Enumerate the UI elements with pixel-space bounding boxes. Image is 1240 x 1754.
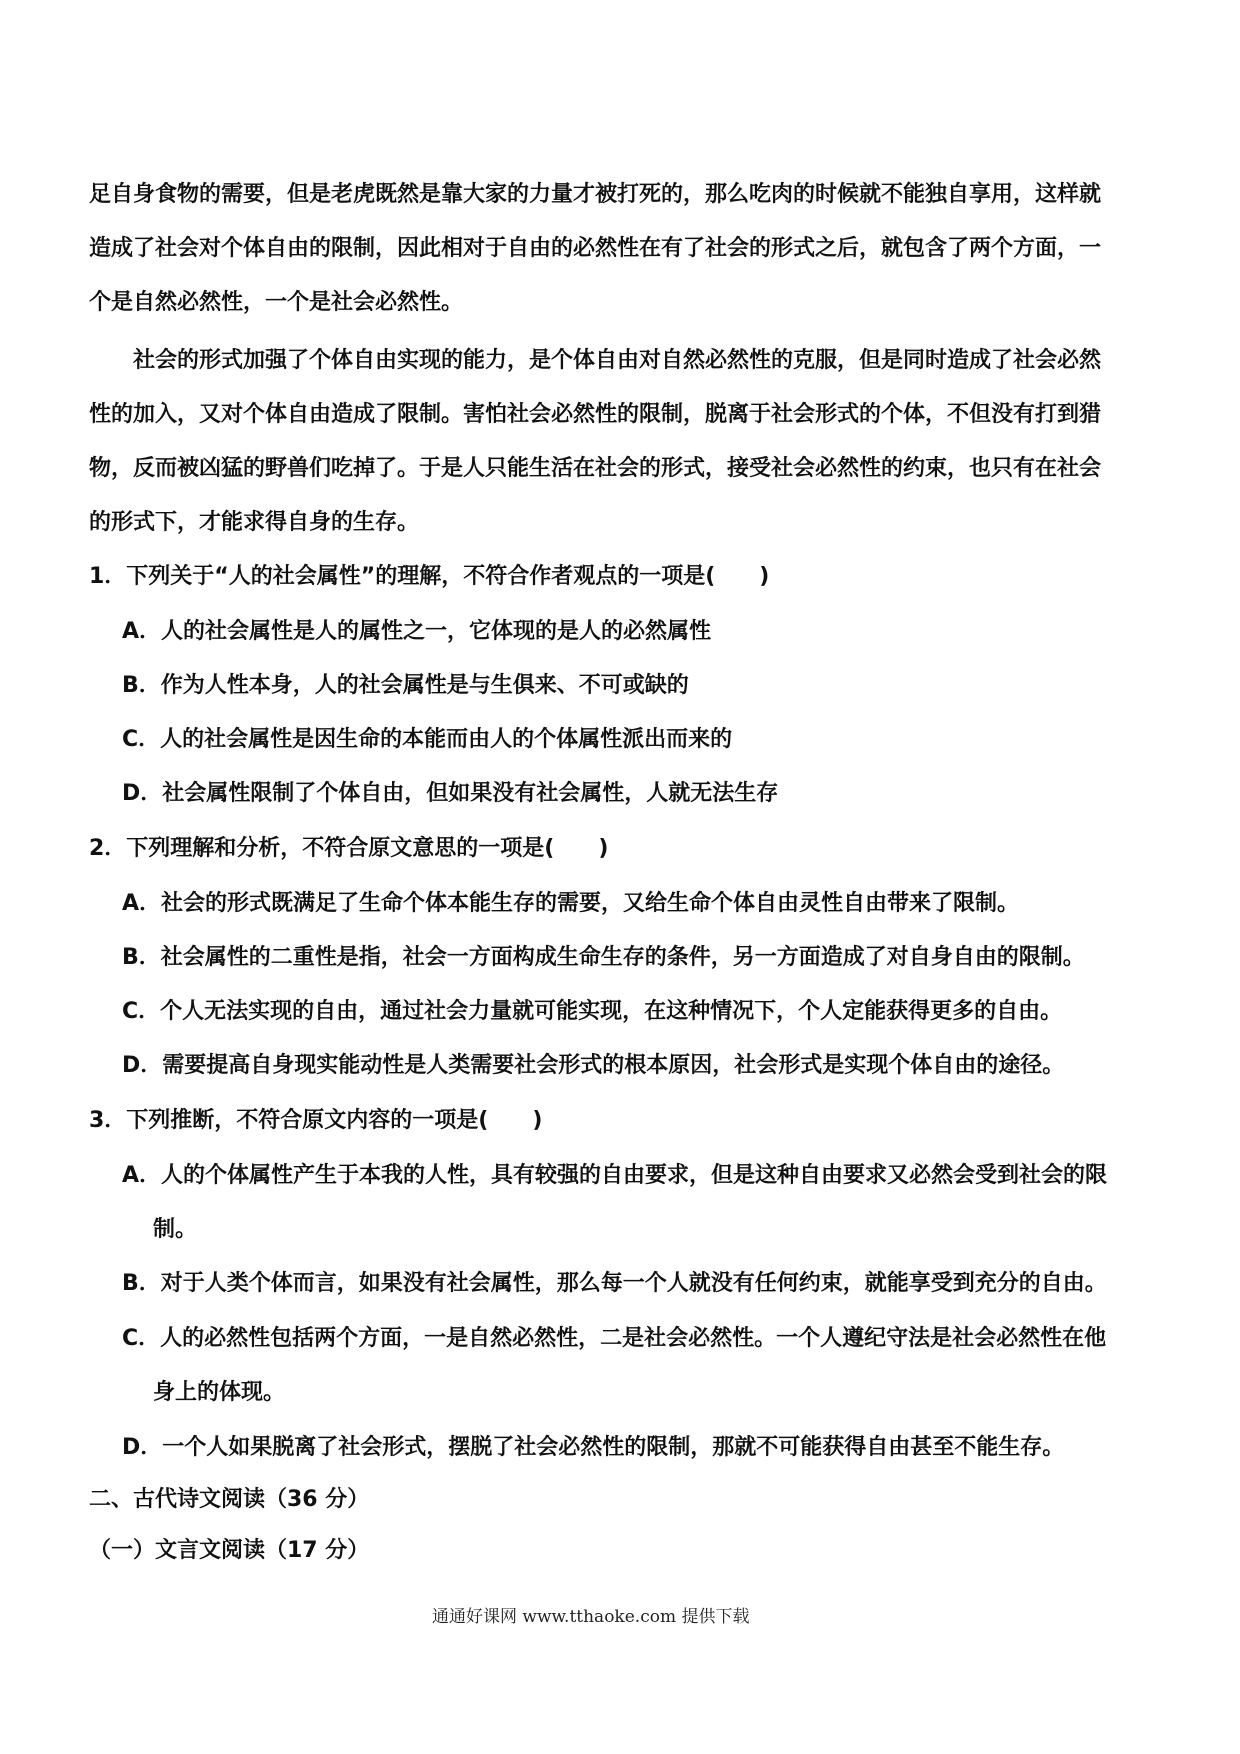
q2-option-d: D．需要提高自身现实能动性是人类需要社会形式的根本原因，社会形式是实现个体自由的途径。	[122, 1053, 1065, 1078]
q3-option-a-cont: 制。	[153, 1217, 198, 1242]
passage-line: 足自身食物的需要，但是老虎既然是靠大家的力量才被打死的，那么吃肉的时候就不能独自享用，这样就	[89, 182, 1102, 207]
q2-option-a: A．社会的形式既满足了生命个体本能生存的需要，又给生命个体自由灵性自由带来了限制。	[122, 891, 1020, 916]
q3-option-a: A．人的个体属性产生于本我的人性，具有较强的自由要求，但是这种自由要求又必然会受到社会的限	[122, 1163, 1108, 1188]
passage-line: 性的加入，又对个体自由造成了限制。害怕社会必然性的限制，脱离于社会形式的个体，不但没有打到猎	[89, 402, 1102, 427]
passage-line: 个是自然必然性，一个是社会必然性。	[89, 290, 464, 315]
footer-source: 通通好课网 www.tthaoke.com 提供下载	[432, 1607, 750, 1627]
q2-option-b: B．社会属性的二重性是指，社会一方面构成生命生存的条件，另一方面造成了对自身自由的限制。	[122, 945, 1085, 970]
q3-option-d: D．一个人如果脱离了社会形式，摆脱了社会必然性的限制，那就不可能获得自由甚至不能生存。	[122, 1435, 1065, 1460]
question-stem-3: 3．下列推断，不符合原文内容的一项是( )	[89, 1108, 543, 1133]
passage-line: 造成了社会对个体自由的限制，因此相对于自由的必然性在有了社会的形式之后，就包含了两个方面，一	[89, 236, 1102, 261]
q3-option-c-cont: 身上的体现。	[153, 1380, 286, 1405]
q1-option-a: A．人的社会属性是人的属性之一，它体现的是人的必然属性	[122, 619, 712, 644]
q2-option-c: C．个人无法实现的自由，通过社会力量就可能实现，在这种情况下，个人定能获得更多的自由。	[122, 999, 1063, 1024]
q1-option-b: B．作为人性本身，人的社会属性是与生俱来、不可或缺的	[122, 673, 689, 698]
passage-line: 社会的形式加强了个体自由实现的能力，是个体自由对自然必然性的克服，但是同时造成了社会必然	[133, 348, 1102, 373]
passage-line: 物，反而被凶猛的野兽们吃掉了。于是人只能生活在社会的形式，接受社会必然性的约束，也只有在社会	[89, 456, 1102, 481]
question-stem-2: 2．下列理解和分析，不符合原文意思的一项是( )	[89, 836, 609, 861]
q3-option-c: C．人的必然性包括两个方面，一是自然必然性，二是社会必然性。一个人遵纪守法是社会必然性在他	[122, 1326, 1107, 1351]
passage-line: 的形式下，才能求得自身的生存。	[89, 510, 420, 535]
q1-option-d: D．社会属性限制了个体自由，但如果没有社会属性，人就无法生存	[122, 781, 779, 806]
q3-option-b: B．对于人类个体而言，如果没有社会属性，那么每一个人就没有任何约束，就能享受到充分的自由。	[122, 1271, 1107, 1296]
question-stem-1: 1．下列关于“人的社会属性”的理解，不符合作者观点的一项是( )	[89, 564, 770, 589]
section-title: 二、古代诗文阅读（36 分）	[89, 1487, 370, 1512]
q1-option-c: C．人的社会属性是因生命的本能而由人的个体属性派出而来的	[122, 727, 733, 752]
section-subtitle: （一）文言文阅读（17 分）	[89, 1538, 370, 1563]
